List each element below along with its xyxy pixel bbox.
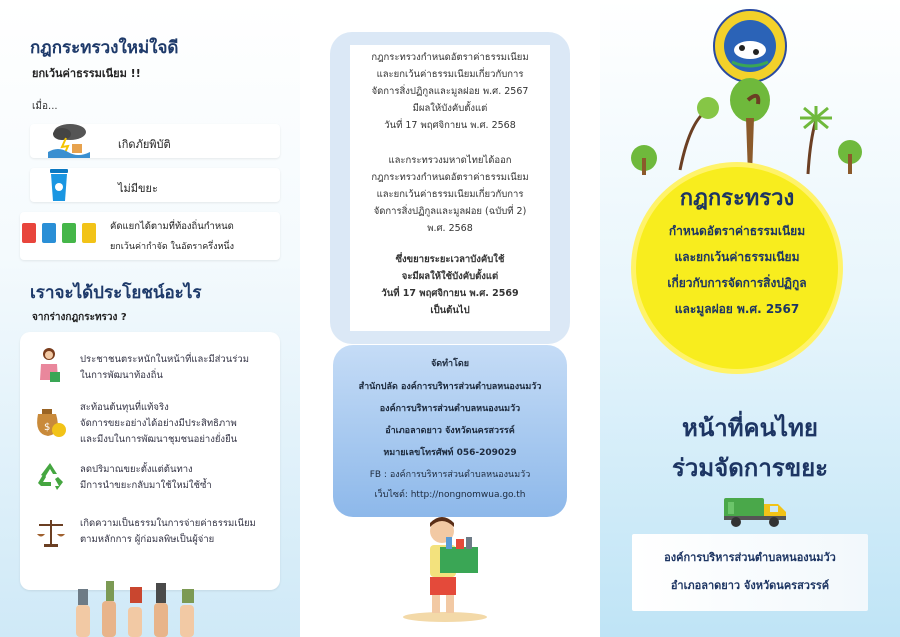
para1-line3: จัดการสิ่งปฏิกูลและมูลฝอย พ.ศ. 2567 [371,86,529,97]
contact-facebook[interactable]: FB : องค์การบริหารส่วนตำบลหนองนมวัว [369,470,531,480]
circle-line2: และยกเว้นค่าธรรมเนียม [674,250,800,264]
trees-illustration [620,70,870,175]
contact-line3: องค์การบริหารส่วนตำบลหนองนมวัว [379,404,521,414]
sorting-bins-icon [20,219,100,245]
item-label-disaster: เกิดภัยพิบัติ [118,138,171,151]
panel1-title: กฎกระทรวงใหม่ใจดี [30,38,179,58]
recycle-icon [34,460,66,492]
para1-line4: มีผลให้บังคับตั้งแต่ [412,103,488,114]
woman-recycling-icon [34,346,64,386]
scale-justice-icon [34,516,68,550]
org-name: องค์การบริหารส่วนตำบลหนองนมวัว [664,551,836,564]
benefit-2-line3: และมีงบในการพัฒนาชุมชนอย่างยั่งยืน [80,434,238,445]
para3-line4: เป็นต้นไป [430,305,470,316]
para1-line1: กฎกระทรวงกำหนดอัตราค่าธรรมเนียม [371,52,529,63]
org-box [632,534,868,611]
para1-line2: และยกเว้นค่าธรรมเนียมเกี่ยวกับการ [376,69,524,80]
para3-line3: วันที่ 17 พฤศจิกายน พ.ศ. 2569 [381,288,519,299]
contact-line4: อำเภอลาดยาว จังหวัดนครสวรรค์ [385,426,515,436]
item-label-no-trash: ไม่มีขยะ [118,182,158,195]
benefit-1-line1: ประชาชนตระหนักในหน้าที่และมีส่วนร่วม [80,354,249,365]
benefit-subtitle: จากร่างกฎกระทรวง ? [32,312,127,323]
benefit-4-line2: ตามหลักการ ผู้ก่อมลพิษเป็นผู้จ่าย [80,534,215,545]
headline-line2: ร่วมจัดการขยะ [671,454,829,482]
circle-line4: และมูลฝอย พ.ศ. 2567 [674,302,800,316]
contact-phone: หมายเลขโทรศัพท์ 056-209029 [383,448,517,458]
benefit-title: เราจะได้ประโยชน์อะไร [30,283,202,303]
svg-text:$: $ [44,422,51,433]
headline-line1: หน้าที่คนไทย [682,414,818,442]
para2-line3: และยกเว้นค่าธรรมเนียมเกี่ยวกับการ [376,189,524,200]
para3-line1: ซึ่งขยายระยะเวลาบังคับใช้ [395,254,505,265]
benefit-2-line2: จัดการขยะอย่างได้อย่างมีประสิทธิภาพ [80,418,237,429]
item-label-sorting-2: ยกเว้นค่ากำจัด ในอัตราครึ่งหนึ่ง [110,242,234,252]
hands-recycling-illustration [70,575,220,637]
boy-carrying-recycle-box-illustration [400,515,490,635]
panel3-title: กฎกระทรวง [679,186,795,211]
para1-line5: วันที่ 17 พฤศจิกายน พ.ศ. 2568 [384,120,516,131]
para2-line2: กฎกระทรวงกำหนดอัตราค่าธรรมเนียม [371,172,529,183]
when-label: เมื่อ... [32,101,58,112]
money-bags-icon [30,400,70,440]
circle-line1: กำหนดอัตราค่าธรรมเนียม [668,224,806,238]
para2-line1: และกระทรวงมหาดไทยได้ออก [388,155,512,166]
para2-line5: พ.ศ. 2568 [427,223,473,234]
para2-line4: จัดการสิ่งปฏิกูลและมูลฝอย (ฉบับที่ 2) [373,206,527,217]
contact-website[interactable]: เว็บไซต์: http://nongnomwua.go.th [374,490,526,500]
garbage-truck-icon [722,494,788,528]
contact-line2: สำนักปลัด องค์การบริหารส่วนตำบลหนองนมวัว [358,382,542,392]
benefit-3-line1: ลดปริมาณขยะตั้งแต่ต้นทาง [80,464,193,475]
circle-line3: เกี่ยวกับการจัดการสิ่งปฏิกูล [667,276,807,290]
benefit-2-line1: สะท้อนต้นทุนที่แท้จริง [80,402,169,413]
panel1-subtitle: ยกเว้นค่าธรรมเนียม !! [32,67,141,80]
contact-line1: จัดทำโดย [430,359,470,369]
org-location: อำเภอลาดยาว จังหวัดนครสวรรค์ [670,579,830,592]
benefit-3-line2: มีการนำขยะกลับมาใช้ใหม่ใช้ซ้ำ [80,480,212,491]
benefit-4-line1: เกิดความเป็นธรรมในการจ่ายค่าธรรมเนียม [80,518,256,529]
disaster-icon [44,120,94,160]
para3-line2: จะมีผลให้ใช้บังคับตั้งแต่ [401,271,499,282]
benefit-1-line2: ในการพัฒนาท้องถิ่น [80,370,163,381]
item-label-sorting-1: คัดแยกได้ตามที่ท้องถิ่นกำหนด [110,221,234,232]
no-trash-bin-icon [44,165,74,205]
